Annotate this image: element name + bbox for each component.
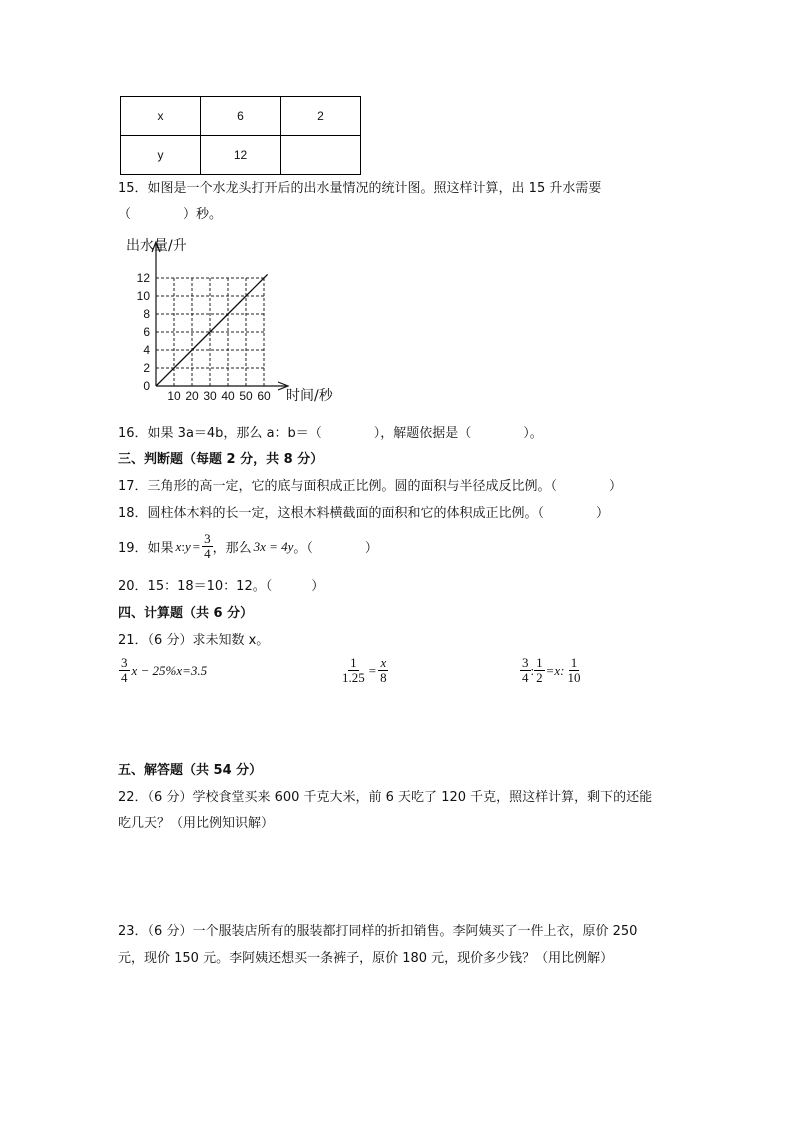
table-cell: 2 — [281, 97, 361, 136]
water-flow-chart — [110, 228, 350, 408]
x-tick-label: 30 — [203, 389, 217, 403]
eq3-den-3: 10 — [567, 670, 581, 686]
q19-fraction — [202, 532, 213, 562]
eq1-frac-den: 4 — [121, 670, 128, 686]
eq3-num-1: 3 — [522, 655, 529, 670]
question-15-line2: （ ）秒。 — [118, 207, 223, 222]
y-tick-label: 8 — [143, 307, 150, 321]
q19-suffix: 。（ ） — [293, 541, 378, 557]
chart-y-axis-label: 出水量/升 — [126, 238, 187, 254]
y-tick-label: 4 — [143, 343, 150, 357]
section-5-heading: 五、解答题（共 54 分） — [118, 763, 263, 778]
chart-x-ticks — [167, 389, 271, 403]
eq3-num-3: 1 — [570, 655, 578, 670]
eq3-fraction-3 — [566, 656, 583, 686]
eq3-fraction-2 — [534, 656, 545, 686]
table-cell: 6 — [201, 97, 281, 136]
question-21: 21．（6 分）求未知数 x。 — [118, 633, 270, 648]
question-20: 20．15：18＝10：12。（ ） — [118, 579, 325, 594]
eq3-den-2: 2 — [536, 670, 543, 686]
q19-relation: 3x = 4y — [253, 538, 294, 554]
q19-frac-num: 3 — [204, 531, 211, 546]
question-15-line1: 15．如图是一个水龙头打开后的出水量情况的统计图。照这样计算，出 15 升水需要 — [118, 181, 602, 196]
y-tick-label: 2 — [143, 361, 150, 375]
question-23-line2: 元，现价 150 元。李阿姨还想买一条裤子，原价 180 元，现价多少钱？（用比例解） — [118, 951, 614, 966]
table-cell: y — [121, 136, 201, 175]
eq1-frac-num: 3 — [121, 655, 128, 670]
y-tick-label: 12 — [136, 271, 150, 285]
x-tick-label: 50 — [239, 389, 253, 403]
equation-3 — [520, 656, 583, 686]
equation-2 — [340, 656, 389, 686]
x-tick-label: 10 — [167, 389, 181, 403]
eq2-num-right: x — [380, 655, 387, 670]
table-cell: x — [121, 97, 201, 136]
eq1-rest: x − 25%x=3.5 — [131, 662, 208, 678]
q19-frac-den: 4 — [204, 546, 211, 562]
x-tick-label: 60 — [257, 389, 271, 403]
xy-table — [120, 96, 361, 175]
chart-x-axis-label: 时间/秒 — [286, 388, 333, 404]
question-22-line2: 吃几天？（用比例知识解） — [118, 816, 275, 831]
eq2-equals: = — [368, 662, 377, 678]
eq3-fraction-1 — [520, 656, 531, 686]
eq3-den-1: 4 — [522, 670, 529, 686]
eq1-fraction — [119, 656, 130, 686]
eq3-equals-x: =x: — [545, 662, 565, 678]
y-tick-label: 0 — [143, 379, 150, 393]
eq2-num-left: 1 — [350, 655, 357, 670]
x-tick-label: 40 — [221, 389, 235, 403]
y-tick-label: 6 — [143, 325, 150, 339]
table-row — [121, 136, 361, 175]
x-tick-label: 20 — [185, 389, 199, 403]
eq2-fraction-left — [340, 656, 367, 686]
table-cell — [281, 136, 361, 175]
question-19 — [118, 532, 378, 562]
question-18: 18．圆柱体木料的长一定，这根木料横截面的面积和它的体积成正比例。（ ） — [118, 506, 610, 521]
q19-y: y — [184, 538, 191, 554]
q19-colon: : — [181, 538, 185, 554]
q19-prefix: 19．如果 — [118, 541, 174, 557]
question-23-line1: 23．（6 分）一个服装店所有的服装都打同样的折扣销售。李阿姨买了一件上衣，原价 250 — [118, 924, 638, 939]
chart-y-ticks — [137, 271, 151, 393]
eq2-den-right: 8 — [380, 670, 387, 686]
eq2-fraction-right — [378, 656, 389, 686]
q19-x: x — [175, 538, 182, 554]
q19-eq: = — [192, 538, 201, 554]
question-22-line1: 22．（6 分）学校食堂买来 600 千克大米，前 6 天吃了 120 千克，照这样计算，剩下的还能 — [118, 790, 653, 805]
section-3-heading: 三、判断题（每题 2 分，共 8 分） — [118, 452, 324, 467]
eq2-den-left: 1.25 — [342, 670, 365, 686]
question-17: 17．三角形的高一定，它的底与面积成正比例。圆的面积与半径成反比例。（ ） — [118, 479, 623, 494]
table-cell: 12 — [201, 136, 281, 175]
eq3-num-2: 1 — [536, 655, 543, 670]
chart-series-line — [156, 274, 268, 386]
y-tick-label: 10 — [136, 289, 150, 303]
question-16: 16．如果 3a＝4b，那么 a：b＝（ ），解题依据是（ ）。 — [118, 426, 543, 441]
section-4-heading: 四、计算题（共 6 分） — [118, 606, 254, 621]
table-row — [121, 97, 361, 136]
q19-mid: ，那么 — [212, 541, 252, 557]
eq3-colon: : — [530, 662, 535, 678]
equation-1 — [119, 656, 207, 686]
